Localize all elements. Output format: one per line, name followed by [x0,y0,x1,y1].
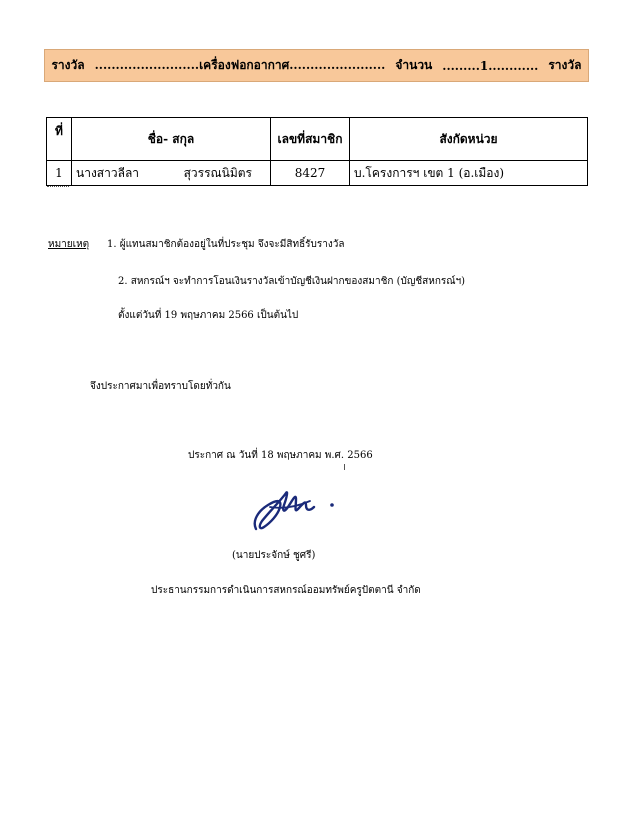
winners-table [46,117,588,186]
quantity-label: จำนวน [395,58,433,72]
divider [47,186,69,187]
table-header-row [47,118,588,161]
announcement-text: จึงประกาศมาเพื่อทราบโดยทั่วกัน [90,381,231,392]
mark-tick [344,464,345,470]
table-row [47,161,588,186]
row-last-name: สุวรรณนิมิตร [183,165,252,180]
note-item-2-continued: ตั้งแต่วันที่ 19 พฤษภาคม 2566 เป็นต้นไป [118,310,299,321]
signature-image [248,477,343,535]
date-line: ประกาศ ณ วันที่ 18 พฤษภาคม พ.ศ. 2566 [188,450,373,461]
row-name [72,161,271,186]
note-item-1: 1. ผู้แทนสมาชิกต้องอยู่ในที่ประชุม จึงจะมีสิทธิ์รับรางวัล [107,239,345,250]
header-unit: สังกัดหน่วย [350,118,588,161]
row-no: 1 [47,161,72,186]
signer-name: (นายประจักษ์ ชูศรี) [232,550,316,561]
note-label: หมายเหตุ [48,239,90,250]
header-member-id: เลขที่สมาชิก [271,118,350,161]
quantity-value: .........1............ [442,58,539,73]
row-member-id: 8427 [271,161,350,186]
unit-label: รางวัล [548,58,582,72]
row-first-name: นางสาวลีลา [76,165,140,180]
prize-banner [44,49,589,82]
prize-label: รางวัล [51,58,85,72]
note-item-2: 2. สหกรณ์ฯ จะทำการโอนเงินรางวัลเข้าบัญชีเงินฝากของสมาชิก (บัญชีสหกรณ์ฯ) [118,276,466,287]
row-unit: บ.โครงการฯ เขต 1 (อ.เมือง) [350,161,588,186]
prize-item: .........................เครื่องฟอกอากาศ....................... [94,58,386,72]
header-name: ชื่อ- สกุล [72,118,271,161]
signer-title: ประธานกรรมการดำเนินการสหกรณ์ออมทรัพย์ครูปัตตานี จำกัด [151,585,421,596]
header-no: ที่ [47,118,72,161]
